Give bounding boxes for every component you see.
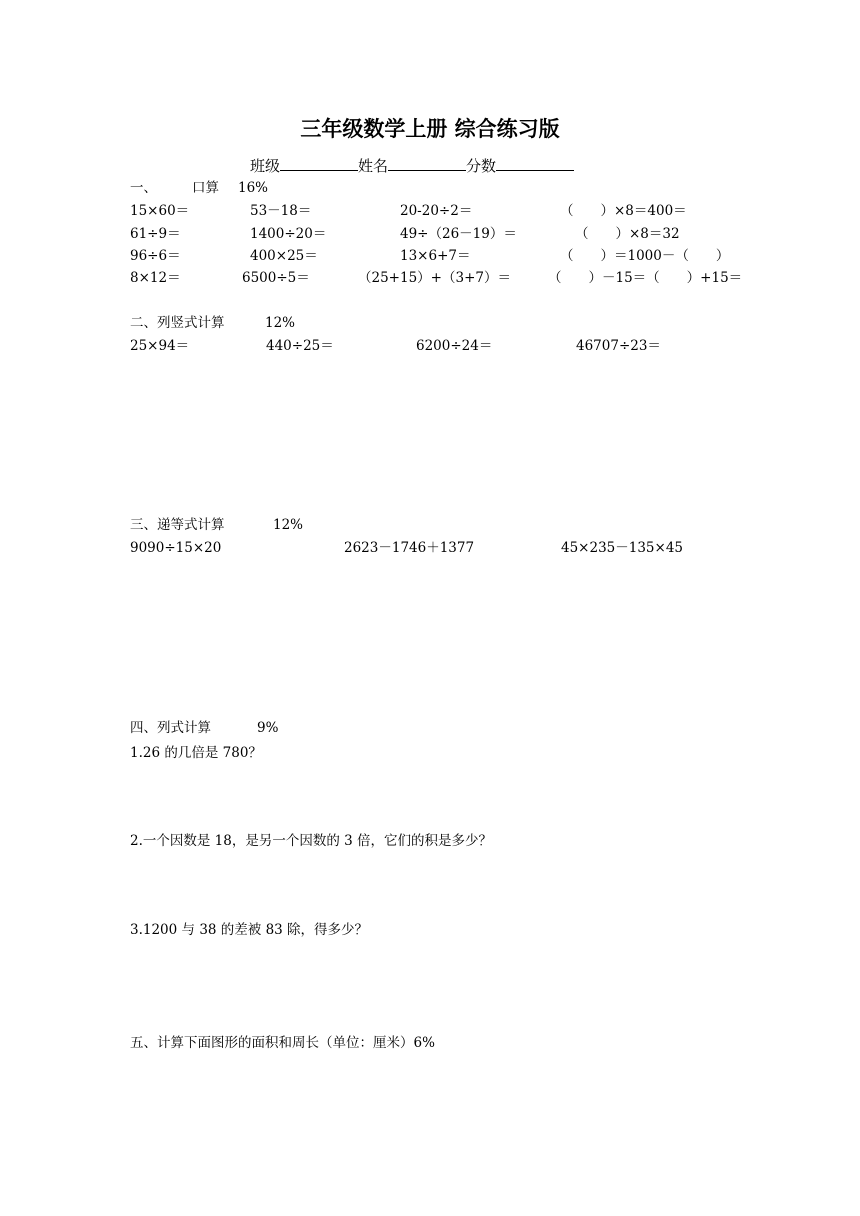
student-info-line: [250, 156, 574, 174]
section4-percent: 9%: [257, 720, 279, 736]
oral-calc-item: 8×12＝: [130, 270, 181, 286]
word-problem: 1.26 的几倍是 780？: [130, 745, 262, 761]
section5-heading: 五、计算下面图形的面积和周长（单位：厘米）6%: [130, 1035, 435, 1051]
oral-calc-item: 6500÷5＝: [242, 270, 310, 286]
class-blank: [280, 156, 358, 171]
score-blank: [496, 156, 574, 171]
stepwise-calc-item: 45×235－135×45: [561, 540, 684, 556]
section2-heading: 二、列竖式计算: [130, 315, 225, 331]
section2-percent: 12%: [265, 315, 296, 331]
oral-calc-item: （ ）×8＝32: [575, 226, 680, 242]
stepwise-calc-item: 9090÷15×20: [130, 540, 222, 556]
oral-calc-item: 96÷6＝: [130, 248, 181, 264]
oral-calc-item: 20-20÷2＝: [400, 203, 473, 219]
page-title: 三年级数学上册 综合练习版: [300, 116, 560, 141]
word-problem: 2.一个因数是 18，是另一个因数的 3 倍，它们的积是多少？: [130, 833, 493, 849]
oral-calc-item: 61÷9＝: [130, 226, 181, 242]
section1-heading: 一、: [130, 180, 157, 196]
oral-calc-item: （25+15）+（3+7）＝: [358, 270, 511, 286]
section4-heading: 四、列式计算: [130, 720, 211, 736]
name-blank: [388, 156, 466, 171]
oral-calc-item: 49÷（26－19）＝: [400, 226, 517, 242]
oral-calc-item: 1400÷20＝: [250, 226, 327, 242]
oral-calc-item: 15×60＝: [130, 203, 190, 219]
class-label: 班级: [250, 157, 281, 175]
oral-calc-item: 400×25＝: [250, 248, 318, 264]
oral-calc-item: （ ）×8＝400＝: [560, 203, 687, 219]
vertical-calc-item: 440÷25＝: [266, 338, 334, 354]
oral-calc-item: （ ）－15＝（ ）+15＝: [548, 270, 743, 286]
vertical-calc-item: 46707÷23＝: [576, 338, 661, 354]
stepwise-calc-item: 2623－1746＋1377: [344, 540, 475, 556]
section3-percent: 12%: [273, 517, 304, 533]
name-label: 姓名: [358, 157, 389, 175]
score-label: 分数: [466, 157, 497, 175]
vertical-calc-item: 6200÷24＝: [416, 338, 493, 354]
section1-name: 口算: [192, 180, 219, 196]
oral-calc-item: 13×6+7＝: [400, 248, 471, 264]
section3-heading: 三、递等式计算: [130, 517, 225, 533]
section1-percent: 16%: [238, 180, 269, 196]
oral-calc-item: 53－18＝: [250, 203, 312, 219]
vertical-calc-item: 25×94＝: [130, 338, 190, 354]
oral-calc-item: （ ）＝1000－（ ）: [560, 248, 730, 264]
word-problem: 3.1200 与 38 的差被 83 除，得多少？: [130, 922, 369, 938]
